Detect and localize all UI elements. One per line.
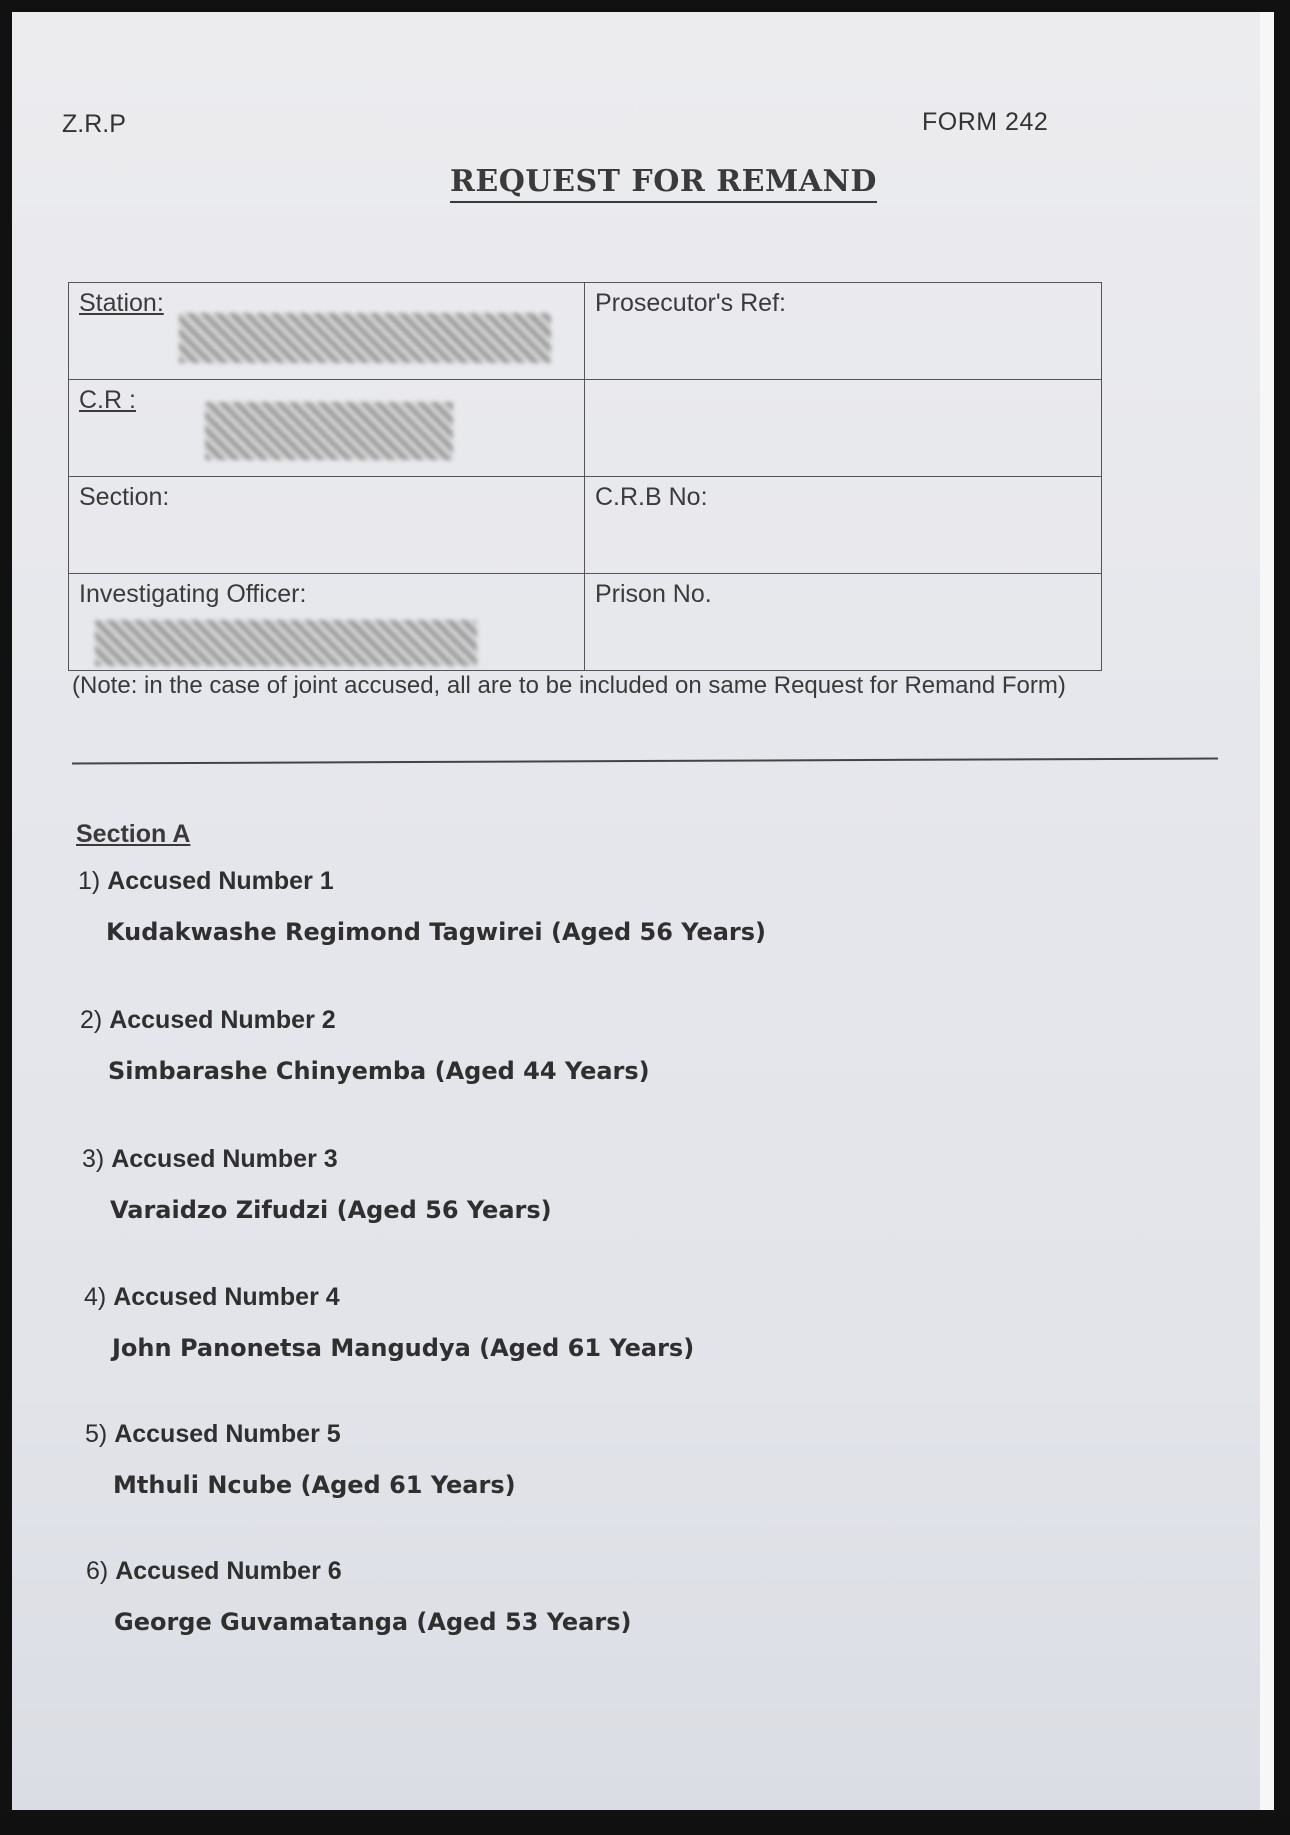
accused-name: Mthuli Ncube (Aged 61 Years) — [113, 1471, 516, 1499]
cr-cell — [69, 380, 585, 477]
station-label: Station: — [79, 289, 164, 317]
accused-name: George Guvamatanga (Aged 53 Years) — [114, 1608, 632, 1636]
prison-no-cell — [585, 574, 1102, 671]
prison-no-label: Prison No. — [595, 580, 712, 608]
accused-entry — [82, 1145, 552, 1224]
accused-number: 6) — [86, 1557, 109, 1585]
accused-number: 3) — [82, 1145, 105, 1173]
investigating-officer-label: Investigating Officer: — [79, 580, 307, 608]
accused-entry — [78, 867, 766, 946]
accused-number: 1) — [78, 867, 101, 895]
document-page — [12, 12, 1274, 1810]
crb-label: C.R.B No: — [595, 483, 708, 511]
empty-cell — [585, 380, 1102, 477]
accused-name: Varaidzo Zifudzi (Aged 56 Years) — [110, 1196, 552, 1224]
accused-label: Accused Number 6 — [115, 1557, 342, 1585]
page-edge — [1260, 12, 1274, 1810]
form-number: FORM 242 — [922, 108, 1049, 136]
case-details-table — [68, 282, 1102, 671]
section-label: Section: — [79, 483, 170, 511]
accused-entry — [84, 1283, 694, 1362]
accused-name: Kudakwashe Regimond Tagwirei (Aged 56 Years) — [106, 918, 767, 946]
accused-entry — [80, 1006, 650, 1085]
accused-label: Accused Number 5 — [114, 1420, 341, 1448]
redacted-officer — [95, 620, 477, 666]
joint-accused-note: (Note: in the case of joint accused, all are to be included on same Request for Remand Form) — [72, 672, 1066, 699]
accused-entry — [85, 1420, 516, 1499]
divider — [72, 757, 1218, 764]
section-a-heading: Section A — [76, 820, 191, 848]
bottom-bar — [0, 1817, 1290, 1835]
cr-label: C.R : — [79, 386, 136, 414]
accused-label: Accused Number 4 — [113, 1283, 340, 1311]
org-code: Z.R.P — [62, 110, 126, 138]
accused-entry — [86, 1557, 631, 1636]
accused-number: 2) — [80, 1006, 103, 1034]
prosecutor-ref-label: Prosecutor's Ref: — [595, 289, 786, 317]
station-cell — [69, 283, 585, 380]
accused-label: Accused Number 2 — [109, 1006, 336, 1034]
document-title: REQUEST FOR REMAND — [450, 164, 877, 203]
investigating-officer-cell — [69, 574, 585, 671]
accused-number: 4) — [84, 1283, 107, 1311]
accused-number: 5) — [85, 1420, 108, 1448]
section-cell — [69, 477, 585, 574]
accused-label: Accused Number 3 — [111, 1145, 338, 1173]
accused-name: John Panonetsa Mangudya (Aged 61 Years) — [112, 1334, 695, 1362]
redacted-station — [179, 313, 551, 363]
crb-cell — [585, 477, 1102, 574]
prosecutor-ref-cell — [585, 283, 1102, 380]
accused-label: Accused Number 1 — [107, 867, 334, 895]
redacted-cr — [205, 402, 453, 460]
accused-name: Simbarashe Chinyemba (Aged 44 Years) — [108, 1057, 650, 1085]
